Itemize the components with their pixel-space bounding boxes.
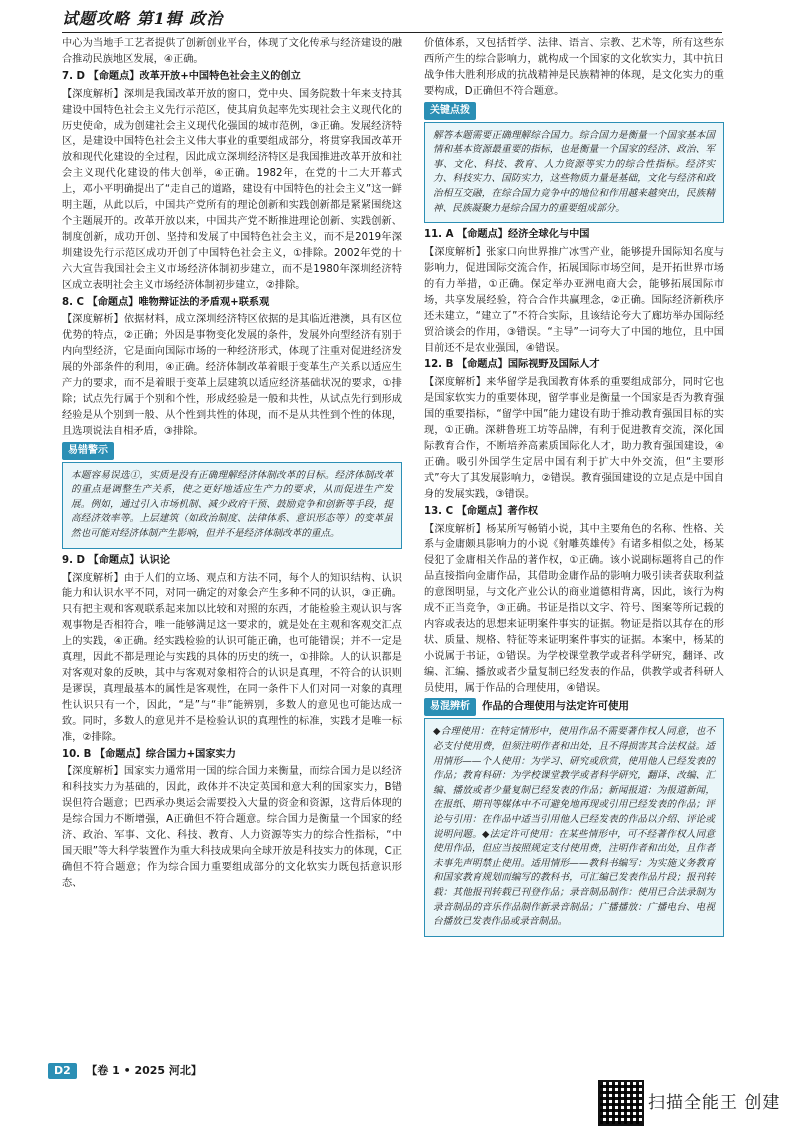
left-column (62, 36, 402, 892)
explanation-paragraph: 【深度解析】杨某所写畅销小说，其中主要角色的名称、性格、关系与金庸颇具影响力的小说《射雕英雄传》有诸多相似之处，杨某侵犯了金庸相关作品的著作权，①正确。该小说副标题将自己的作品直接指向金庸作品，其借助金庸作品的影响力吸引读者获取利益的意图明显，与文化产业公认的商业道德相背离，因此，该行为构成不正当竞争，③正确。书证是指以文字、符号、图案等所记载的内容或表达的思想来证明案件事实的证据。物证是指以其存在的形状、质量、规格、特征等来证明案件事实的证据。本案中，杨某的小说属于书证，①错误。为学校课堂教学或者科学研究，翻译、改编、汇编、播放或者少量复制已经发表的作品，供教学或者科研人员使用，属于作品的合理使用，④错误。 (424, 523, 724, 694)
answer-number: 7. D (62, 70, 85, 82)
explanation-paragraph: 【深度解析】来华留学是我国教育体系的重要组成部分，同时它也是国家软实力的重要体现，留学事业是衡量一个国家是否为教育强国的重要指标，“留学中国”能力建设有助于推动教育强国目标的实现，①正确。深耕鲁班工坊等品牌，有利于促进教育交流，深化国际教育合作，不断培养高素质国际化人才，助力教育强国建设，④正确。吸引外国学生定居中国有利于扩大中外交流，但“主要形式”夸大了其发展影响力，②错误。教育强国建设的立足点是中国自身的发展实践，③错误。 (424, 377, 724, 500)
page-footer (48, 1063, 202, 1079)
question-heading (62, 295, 402, 311)
question-heading (62, 553, 402, 569)
tip-header (62, 440, 402, 458)
right-column (424, 36, 724, 941)
explanation-paragraph: 【深度解析】深圳是我国改革开放的窗口，党中央、国务院数十年来支持其建设中国特色社会主义先行示范区，使其肩负起率先实现社会主义现代化的历史使命，成为创建社会主义现代化强国的城市范例，③正确。发展经济特区，是建设中国特色社会主义伟大事业的重要组成部分，将贯穿我国改革开放和现代化建设的全过程，因此成立深圳经济特区是我国推进改革开放和社会主义现代化建设的伟大创举，④正确。1982年，在党的十二大开幕式上，邓小平明确提出了“走自己的道路，建设有中国特色的社会主义”这一鲜明主题，从此以后，中国共产党所有的理论创新和实践创新都是紧紧围绕这个主题展开的。改革开放以来，中国共产党不断推进理论创新、实践创新、制度创新，成功开创、坚持和发展了中国特色社会主义，而不是2019年深圳建设先行示范区成功开创了中国特色社会主义，①排除。2002年党的十六大宣告我国社会主义市场经济体制初步建立，而不是1980年深圳经济特区成立表明社会主义市场经济体制初步建立，②排除。 (62, 88, 402, 291)
topic-tag: 【命题点】综合国力+国家实力 (94, 748, 236, 760)
explanation-paragraph: 【深度解析】依据材料，成立深圳经济特区依据的是其临近港澳，具有区位优势的特点，②正确；外因是事物变化发展的条件，发展外向型经济有别于内向型经济，它是面向国际市场的一种经济形式，体现了注重对促进经济发展的外部条件的利用，④正确。经济体制改革着眼于变革生产关系以适应生产力的要求，而不是着眼于变革上层建筑以适应经济基础状况的要求，①排除；试点先行属于个别和个性，形成经验是一般和共性，从试点先行到形成经验是从个别到一般、从个性到共性的体现，而不是从共性到个性的体现，且选项说法自相矛盾，③排除。 (62, 314, 402, 437)
page-header (62, 6, 722, 33)
scanner-watermark: 扫描全能王 创建 (648, 1093, 781, 1113)
explanation-paragraph: 中心为当地手工艺者提供了创新创业平台，体现了文化传承与经济建设的融合推动民族地区发展，④正确。 (62, 38, 402, 65)
topic-tag: 【命题点】经济全球化与中国 (457, 229, 590, 241)
tip-header (424, 100, 724, 118)
question-heading (424, 504, 724, 520)
question-heading (424, 227, 724, 243)
tip-box: 本题容易误选①，实质是没有正确理解经济体制改革的目标。经济体制改革的重点是调整生产关系，使之更好地适应生产力的要求，从而促进生产发展。例如，通过引入市场机制、减少政府干预、鼓励竞争和创新等手段，提高经济效率等。上层建筑（如政治制度、法律体系、意识形态等）的变革虽然也可能对经济体制产生影响，但并不是经济体制改革的重点。 (62, 462, 402, 549)
page-number: D2 (48, 1063, 77, 1079)
tip-label: 易错警示 (62, 442, 114, 460)
explanation-paragraph: 价值体系，又包括哲学、法律、语言、宗教、艺术等，所有这些东西所产生的综合影响力，就构成一个国家的文化软实力，其中抗日战争伟大胜利形成的抗战精神是民族精神的体现，是文化实力的重要构成，D正确但不符合题意。 (424, 38, 724, 97)
answer-number: 10. B (62, 748, 92, 760)
tip-label: 易混辨析 (424, 698, 476, 716)
topic-tag: 【命题点】著作权 (456, 505, 539, 517)
tip-title: 作品的合理使用与法定许可使用 (482, 700, 629, 713)
topic-tag: 【命题点】认识论 (88, 554, 171, 566)
explanation-paragraph: 【深度解析】张家口向世界推广冰雪产业，能够提升国际知名度与影响力，促进国际交流合作，拓展国际市场空间，是开拓世界市场的有力举措，①正确。保定举办亚洲电商大会，能够拓展国际市场，共享发展经验，符合合作共赢理念，②正确。国际经济新秩序还未建立，“建立了”不符合实际，且该结论夸大了廊坊举办国际经贸洽谈会的作用，③错误。“主导”一词夸大了中国的地位，且中国目前还不是农业强国，④错误。 (424, 247, 724, 354)
topic-tag: 【命题点】唯物辩证法的矛盾观+联系观 (87, 296, 270, 308)
question-heading (62, 747, 402, 763)
question-heading (424, 357, 724, 373)
qr-code-icon (598, 1080, 644, 1126)
tip-box: ◆合理使用：在特定情形中，使用作品不需要著作权人同意，也不必支付使用费，但须注明作者和出处，且不得损害其合法权益。适用情形——个人使用：为学习、研究或欣赏，使用他人已经发表的作品；教育科研：为学校课堂教学或者科学研究，翻译、改编、汇编、播放或者少量复制已经发表的作品；新闻报道：为报道新闻，在报纸、期刊等媒体中不可避免地再现或引用已经发表的作品；评论与引用：在作品中适当引用他人已经发表的作品以介绍、评论或说明问题。◆法定许可使用：在某些情形中，可不经著作权人同意使用作品，但应当按照规定支付使用费，注明作者和出处，且作者未事先声明禁止使用。适用情形——教科书编写：为实施义务教育和国家教育规划而编写的教科书，可汇编已发表作品片段；报刊转载：其他报刊转载已刊登作品；录音制品制作：使用已合法录制为录音制品的音乐作品制作新录音制品；广播播放：广播电台、电视台播放已发表作品或录音制品。 (424, 718, 724, 936)
explanation-paragraph: 【深度解析】由于人们的立场、观点和方法不同，每个人的知识结构、认识能力和认识水平不同，对同一确定的对象会产生多种不同的认识，③正确。只有把主观和客观联系起来加以比较和对照的东西，才能检验主观认识与客观事物是否相符合，唯一能够满足这一要求的，就是处在主观和客观交汇点上的实践，④正确。经实践检验的认识可能正确，也可能错误；并不一定是真理，因此不都是理论与实践的具体的历史的统一，①排除。人的认识都是对客观对象的反映，其中与客观对象相符合的认识是真理，不符合的认识则是谬误，真理最基本的属性是客观性，在同一条件下人们对同一对象的真理性认识只有一个，因此，“是”与“非”能辨别，多数人的意见也可能达成一致。同时，多数人的意见并不是检验认识的真理性的标准，实践才是唯一标准，②排除。 (62, 572, 402, 743)
page-title: 试题攻略 第1辑 政治 (62, 9, 224, 28)
answer-number: 11. A (424, 229, 454, 241)
topic-tag: 【命题点】改革开放+中国特色社会主义的创立 (88, 70, 301, 82)
topic-tag: 【命题点】国际视野及国际人才 (456, 359, 600, 371)
answer-number: 9. D (62, 554, 85, 566)
volume-info: 【卷 1 • 2025 河北】 (86, 1064, 202, 1077)
answer-number: 13. C (424, 505, 454, 517)
tip-box: 解答本题需要正确理解综合国力。综合国力是衡量一个国家基本国情和基本资源最重要的指标，也是衡量一个国家的经济、政治、军事、文化、科技、教育、人力资源等实力的综合性指标。经济实力、科技实力、国防实力，这些物质力量是基础，文化与经济和政治相互交融，在综合国力竞争中的地位和作用越来越突出，民族精神、民族凝聚力是综合国力的重要组成部分。 (424, 122, 724, 224)
question-heading (62, 69, 402, 85)
answer-number: 12. B (424, 359, 454, 371)
tip-label: 关键点拨 (424, 102, 476, 120)
tip-header (424, 696, 724, 714)
explanation-paragraph: 【深度解析】国家实力通常用一国的综合国力来衡量，而综合国力是以经济和科技实力为基础的，因此，政体并不决定英国和意大利的国家实力，B错误但符合题意；巴西承办奥运会需要投入大量的资金和资源，这背后体现的是综合国力不断增强，A正确但不符合题意。综合国力是衡量一个国家的经济、政治、军事、文化、科技、教育、人力资源等实力的综合性指标，“中国天眼”等大科学装置作为重大科技成果向全球开放是科技实力的体现，C正确但不符合题意；作为综合国力重要组成部分的文化软实力既包括意识形态、 (62, 766, 402, 889)
answer-number: 8. C (62, 296, 84, 308)
